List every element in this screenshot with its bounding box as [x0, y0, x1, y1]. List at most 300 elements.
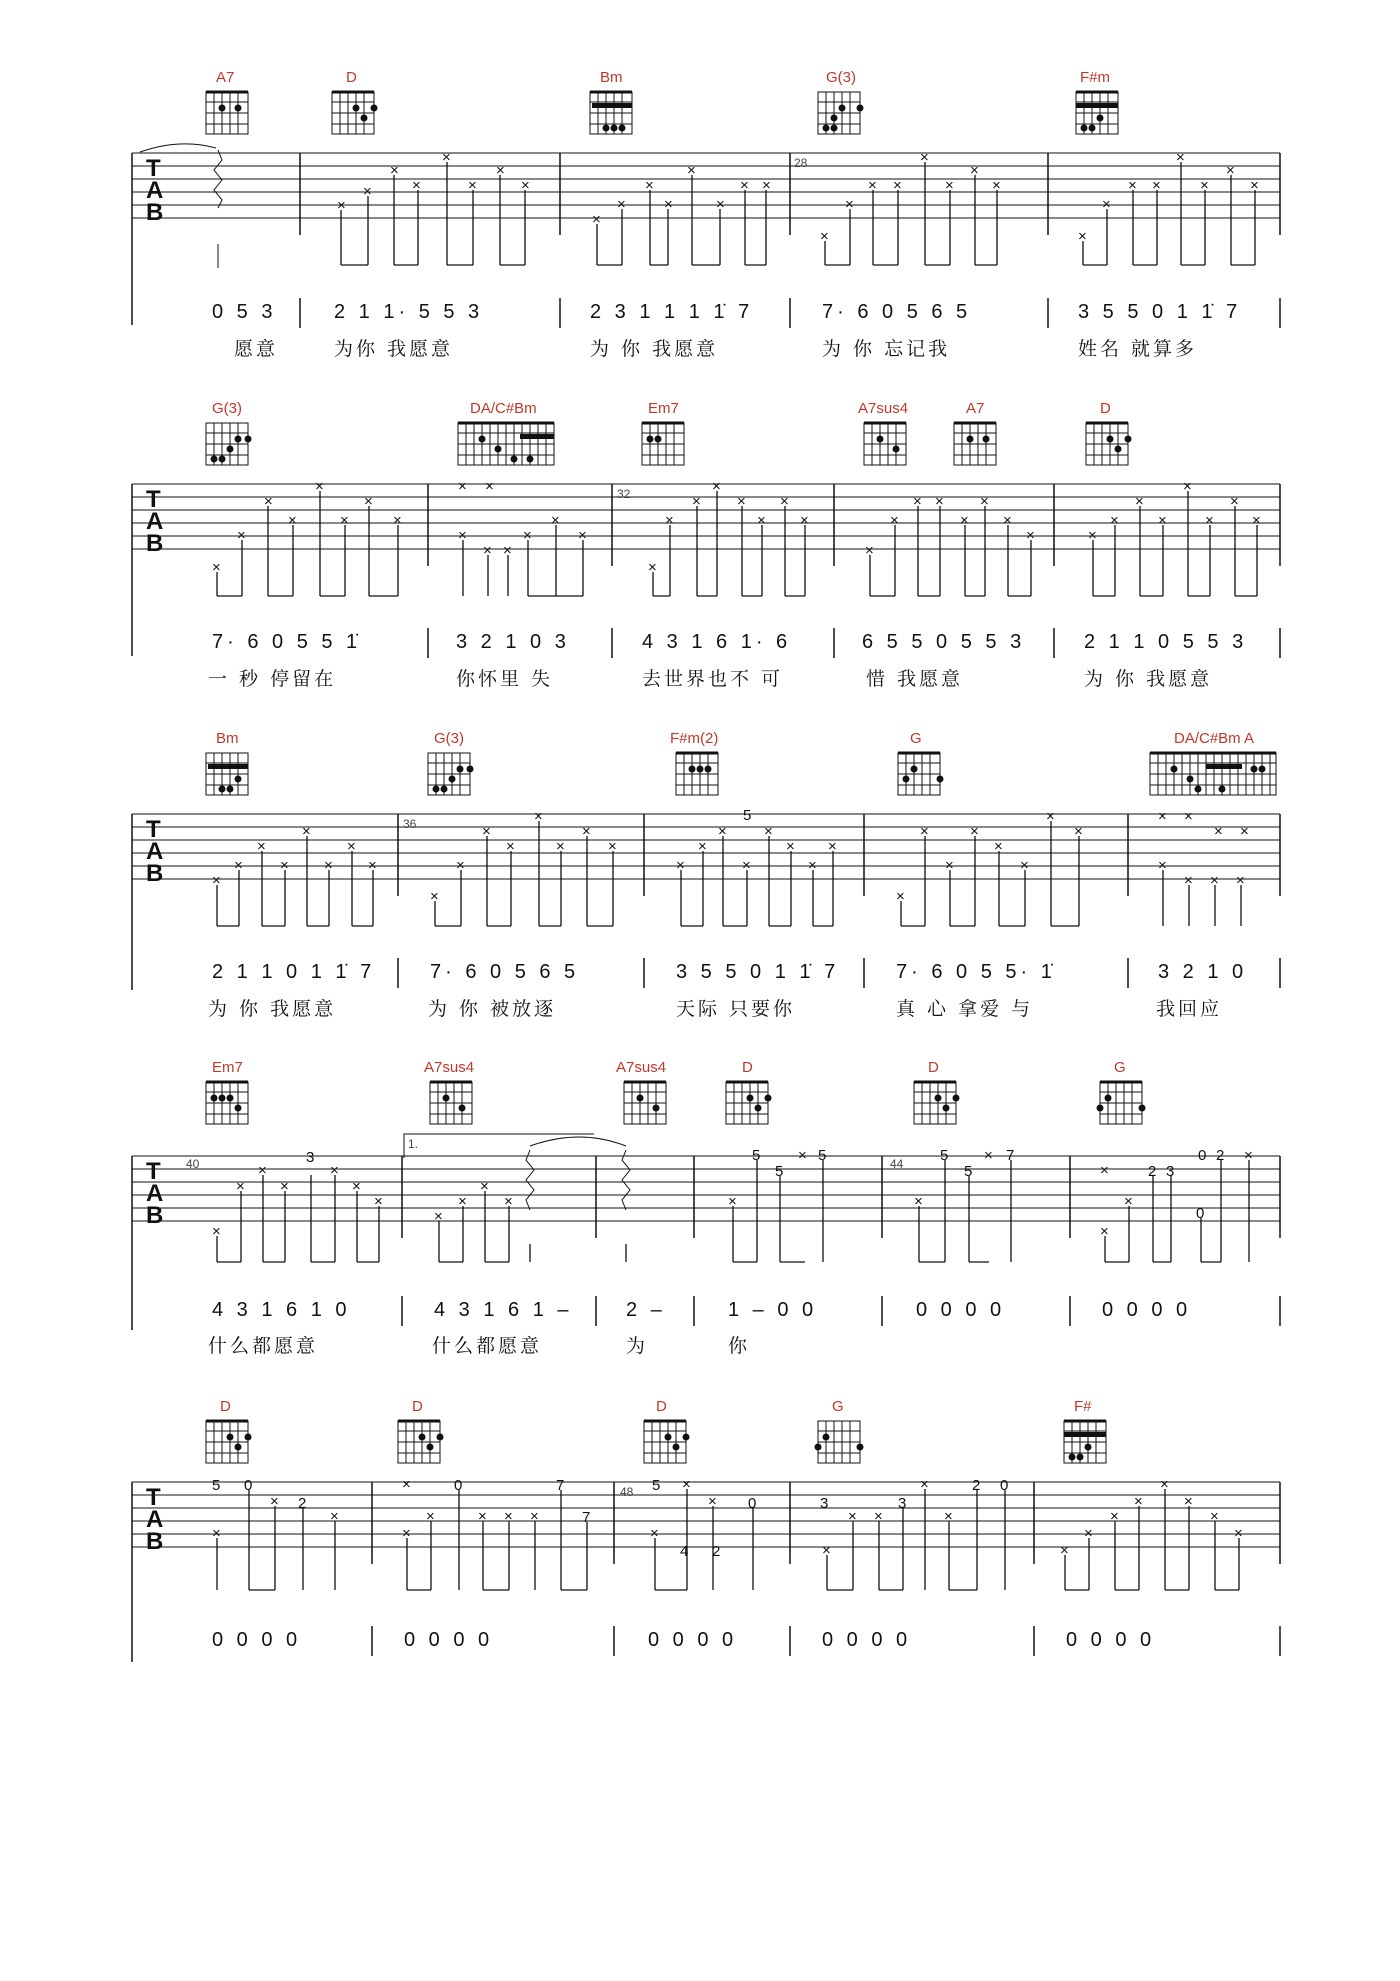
- svg-text:×: ×: [1226, 162, 1235, 179]
- tab-note-marks: [212, 808, 1249, 905]
- measure-lyrics: 真 心 拿爱 与: [896, 998, 1034, 1020]
- measure-lyrics: 为 你 我愿意: [590, 338, 719, 360]
- measure-lyrics: 什么都愿意: [432, 1335, 543, 1357]
- svg-text:×: ×: [1102, 196, 1111, 213]
- svg-text:×: ×: [808, 857, 817, 874]
- chord-diagram: [206, 1059, 248, 1124]
- notation-line: [208, 958, 1280, 1020]
- tab-letter-t: T: [146, 1484, 161, 1511]
- chord-name: D: [1100, 400, 1111, 417]
- chord-name: D: [220, 1398, 231, 1415]
- measure-notes: 4 3 1 6 1 –: [434, 1299, 573, 1321]
- measure-lyrics: 我回应: [1156, 998, 1223, 1020]
- svg-text:×: ×: [716, 196, 725, 213]
- svg-text:×: ×: [582, 823, 591, 840]
- measure-notes: 7· 6 0 5 5 1̇: [212, 631, 362, 653]
- tab-letter-b: B: [146, 1202, 164, 1229]
- chord-diagram: [726, 1059, 772, 1124]
- svg-text:×: ×: [757, 512, 766, 529]
- measure-lyrics: 姓名 就算多: [1078, 338, 1198, 360]
- svg-text:×: ×: [896, 888, 905, 905]
- svg-text:×: ×: [786, 838, 795, 855]
- svg-text:×: ×: [237, 527, 246, 544]
- measure-notes: 2 3 1 1 1 1̇ 7: [590, 301, 754, 323]
- svg-text:×: ×: [442, 149, 451, 166]
- svg-text:×: ×: [1046, 808, 1055, 825]
- svg-text:2: 2: [972, 1477, 981, 1494]
- measure-notes: 2 –: [626, 1299, 666, 1321]
- measure-notes: 7· 6 0 5 6 5: [822, 301, 972, 323]
- svg-text:×: ×: [742, 857, 751, 874]
- svg-text:×: ×: [458, 527, 467, 544]
- svg-text:×: ×: [1184, 808, 1193, 825]
- measure-lyrics: 天际 只要你: [676, 998, 796, 1020]
- notation-line: [212, 1626, 1280, 1656]
- chord-diagram: [1076, 69, 1118, 134]
- measure-lyrics: 为 你 我愿意: [1084, 668, 1213, 690]
- svg-text:×: ×: [1205, 512, 1214, 529]
- svg-text:×: ×: [212, 1525, 221, 1542]
- svg-text:×: ×: [914, 1193, 923, 1210]
- svg-text:×: ×: [1234, 1525, 1243, 1542]
- tab-letter-t: T: [146, 155, 161, 182]
- chord-diagram: [206, 69, 248, 134]
- svg-text:×: ×: [913, 493, 922, 510]
- svg-text:×: ×: [1158, 512, 1167, 529]
- chord-diagram: [1086, 400, 1132, 465]
- svg-text:×: ×: [1184, 872, 1193, 889]
- system-2: [132, 400, 1280, 690]
- svg-text:7: 7: [582, 1509, 591, 1526]
- svg-text:5: 5: [818, 1147, 827, 1164]
- svg-text:×: ×: [456, 857, 465, 874]
- svg-text:×: ×: [740, 177, 749, 194]
- chord-name: F#: [1074, 1398, 1092, 1415]
- svg-text:×: ×: [1135, 493, 1144, 510]
- svg-text:×: ×: [430, 888, 439, 905]
- svg-text:×: ×: [402, 1525, 411, 1542]
- tab-letter-t: T: [146, 1158, 161, 1185]
- svg-text:3: 3: [898, 1495, 907, 1512]
- svg-text:×: ×: [1074, 823, 1083, 840]
- chord-diagram: [1097, 1059, 1146, 1124]
- tab-letter-t: T: [146, 816, 161, 843]
- svg-text:0: 0: [1000, 1477, 1009, 1494]
- chord-diagram: [670, 730, 718, 795]
- tab-letter-a: A: [146, 838, 164, 865]
- chord-diagram: [1150, 730, 1276, 795]
- svg-text:×: ×: [676, 857, 685, 874]
- tab-letter-a: A: [146, 1506, 164, 1533]
- svg-text:×: ×: [458, 478, 467, 495]
- svg-text:×: ×: [426, 1508, 435, 1525]
- tab-letter-a: A: [146, 1180, 164, 1207]
- tab-staff: [132, 144, 1280, 325]
- chord-name: G(3): [212, 400, 242, 417]
- svg-text:4: 4: [680, 1543, 689, 1560]
- svg-text:×: ×: [315, 478, 324, 495]
- measure-lyrics: 为你 我愿意: [334, 338, 454, 360]
- svg-text:×: ×: [1252, 512, 1261, 529]
- svg-text:×: ×: [1158, 857, 1167, 874]
- tab-staff: [132, 478, 1280, 656]
- chord-diagram: [206, 1398, 252, 1463]
- chord-diagram: [914, 1059, 960, 1124]
- svg-text:2: 2: [1216, 1147, 1225, 1164]
- measure-notes: 0 0 0 0: [404, 1629, 494, 1651]
- svg-text:×: ×: [1184, 1493, 1193, 1510]
- system-4: [132, 1059, 1280, 1357]
- chord-name: G(3): [826, 69, 856, 86]
- svg-text:×: ×: [1236, 872, 1245, 889]
- chord-diagram: [428, 730, 474, 795]
- svg-text:5: 5: [964, 1163, 973, 1180]
- svg-text:×: ×: [503, 542, 512, 559]
- svg-text:×: ×: [970, 162, 979, 179]
- svg-text:×: ×: [1134, 1493, 1143, 1510]
- svg-text:×: ×: [692, 493, 701, 510]
- svg-text:×: ×: [718, 823, 727, 840]
- svg-text:×: ×: [890, 512, 899, 529]
- chord-diagram: [818, 69, 864, 134]
- measure-notes: 0 0 0 0: [822, 1629, 912, 1651]
- svg-text:×: ×: [483, 542, 492, 559]
- svg-text:×: ×: [762, 177, 771, 194]
- measure-lyrics: 什么都愿意: [208, 1335, 319, 1357]
- svg-text:×: ×: [945, 857, 954, 874]
- svg-text:×: ×: [1078, 228, 1087, 245]
- svg-text:×: ×: [412, 177, 421, 194]
- chord-diagram: [206, 730, 248, 795]
- svg-text:×: ×: [530, 1508, 539, 1525]
- measure-notes: 7· 6 0 5 6 5: [430, 961, 580, 983]
- svg-text:×: ×: [1060, 1542, 1069, 1559]
- svg-text:×: ×: [650, 1525, 659, 1542]
- svg-text:×: ×: [708, 1493, 717, 1510]
- svg-text:×: ×: [1244, 1147, 1253, 1164]
- svg-text:×: ×: [698, 838, 707, 855]
- svg-text:×: ×: [496, 162, 505, 179]
- svg-text:0: 0: [454, 1477, 463, 1494]
- measure-notes: 3 2 1 0 3: [456, 631, 570, 653]
- measure-notes: 4 3 1 6 1 0: [212, 1299, 351, 1321]
- svg-text:×: ×: [1152, 177, 1161, 194]
- chord-diagram: [954, 400, 996, 465]
- tab-letter-a: A: [146, 508, 164, 535]
- bar-number: 44: [890, 1157, 904, 1171]
- svg-text:×: ×: [970, 823, 979, 840]
- svg-text:×: ×: [482, 823, 491, 840]
- measure-notes: 2 1 1· 5 5 3: [334, 301, 484, 323]
- chord-name: G: [832, 1398, 844, 1415]
- chord-name: Bm: [600, 69, 623, 86]
- svg-text:×: ×: [737, 493, 746, 510]
- svg-text:×: ×: [798, 1147, 807, 1164]
- measure-notes: 0 0 0 0: [648, 1629, 738, 1651]
- svg-text:×: ×: [506, 838, 515, 855]
- bar-number: 32: [617, 487, 631, 501]
- svg-text:3: 3: [820, 1495, 829, 1512]
- svg-text:×: ×: [1240, 823, 1249, 840]
- svg-text:×: ×: [994, 838, 1003, 855]
- measure-lyrics: 为 你 我愿意: [208, 998, 337, 1020]
- measure-notes: 3 5 5 0 1 1̇ 7: [676, 961, 840, 983]
- svg-text:×: ×: [212, 1223, 221, 1240]
- svg-text:×: ×: [920, 149, 929, 166]
- measure-notes: 3 2 1 0: [1158, 961, 1248, 983]
- svg-text:×: ×: [212, 559, 221, 576]
- system-5: [132, 1398, 1280, 1662]
- svg-text:5: 5: [652, 1477, 661, 1494]
- svg-text:5: 5: [212, 1477, 221, 1494]
- svg-text:×: ×: [865, 542, 874, 559]
- svg-text:3: 3: [1166, 1163, 1175, 1180]
- svg-text:×: ×: [820, 228, 829, 245]
- chord-name: Em7: [212, 1059, 243, 1076]
- svg-text:×: ×: [288, 512, 297, 529]
- svg-text:×: ×: [992, 177, 1001, 194]
- svg-text:×: ×: [1100, 1223, 1109, 1240]
- svg-text:5: 5: [743, 807, 752, 824]
- chord-name: Bm: [216, 730, 239, 747]
- svg-text:×: ×: [687, 162, 696, 179]
- chord-name: F#m(2): [670, 730, 719, 747]
- svg-text:×: ×: [848, 1508, 857, 1525]
- chord-name: A7: [966, 400, 985, 417]
- measure-lyrics: 你怀里 失: [456, 668, 554, 690]
- svg-text:×: ×: [504, 1193, 513, 1210]
- svg-text:×: ×: [324, 857, 333, 874]
- svg-text:×: ×: [364, 493, 373, 510]
- chord-diagram: [590, 69, 632, 134]
- svg-text:×: ×: [592, 211, 601, 228]
- svg-text:×: ×: [485, 478, 494, 495]
- chord-name: D: [928, 1059, 939, 1076]
- svg-text:×: ×: [1084, 1525, 1093, 1542]
- svg-text:5: 5: [752, 1147, 761, 1164]
- svg-text:×: ×: [340, 512, 349, 529]
- svg-text:×: ×: [980, 493, 989, 510]
- chord-name: D: [656, 1398, 667, 1415]
- svg-text:×: ×: [556, 838, 565, 855]
- svg-text:×: ×: [1020, 857, 1029, 874]
- measure-lyrics: 一 秒 停留在: [208, 668, 337, 690]
- svg-text:×: ×: [1160, 1476, 1169, 1493]
- svg-text:×: ×: [665, 512, 674, 529]
- chord-name: DA/C#Bm: [470, 400, 537, 417]
- svg-text:×: ×: [1088, 527, 1097, 544]
- svg-text:×: ×: [828, 838, 837, 855]
- svg-text:×: ×: [578, 527, 587, 544]
- svg-text:×: ×: [984, 1147, 993, 1164]
- chord-diagram: [858, 400, 908, 465]
- svg-text:×: ×: [258, 1162, 267, 1179]
- measure-lyrics: 为 你 被放逐: [428, 998, 557, 1020]
- svg-text:0: 0: [748, 1495, 757, 1512]
- svg-text:×: ×: [1176, 149, 1185, 166]
- svg-text:×: ×: [874, 1508, 883, 1525]
- measure-lyrics: 惜 我愿意: [866, 668, 964, 690]
- svg-text:×: ×: [780, 493, 789, 510]
- chord-name: Em7: [648, 400, 679, 417]
- svg-text:×: ×: [1230, 493, 1239, 510]
- svg-text:×: ×: [935, 493, 944, 510]
- bar-number: 40: [186, 1157, 200, 1171]
- svg-text:7: 7: [1006, 1147, 1015, 1164]
- svg-text:×: ×: [764, 823, 773, 840]
- svg-text:×: ×: [1124, 1193, 1133, 1210]
- svg-text:×: ×: [330, 1508, 339, 1525]
- svg-text:×: ×: [352, 1178, 361, 1195]
- system-3: [132, 730, 1280, 1020]
- svg-text:×: ×: [280, 1178, 289, 1195]
- chord-diagram: [398, 1398, 444, 1463]
- svg-text:×: ×: [645, 177, 654, 194]
- svg-text:×: ×: [393, 512, 402, 529]
- svg-text:×: ×: [302, 823, 311, 840]
- measure-notes: 0 0 0 0: [1066, 1629, 1156, 1651]
- svg-text:2: 2: [298, 1495, 307, 1512]
- svg-text:×: ×: [1128, 177, 1137, 194]
- svg-text:×: ×: [944, 1508, 953, 1525]
- svg-text:0: 0: [244, 1477, 253, 1494]
- svg-text:×: ×: [1214, 823, 1223, 840]
- svg-text:×: ×: [504, 1508, 513, 1525]
- measure-notes: 2 1 1 0 1 1̇ 7: [212, 961, 376, 983]
- svg-text:×: ×: [337, 197, 346, 214]
- svg-text:×: ×: [212, 872, 221, 889]
- measure-notes: 4 3 1 6 1· 6: [642, 631, 792, 653]
- svg-text:×: ×: [534, 808, 543, 825]
- svg-text:×: ×: [363, 183, 372, 200]
- svg-text:×: ×: [920, 1476, 929, 1493]
- bar-number: 36: [403, 817, 417, 831]
- measure-lyrics: 为: [626, 1335, 649, 1357]
- svg-text:×: ×: [868, 177, 877, 194]
- svg-text:×: ×: [845, 196, 854, 213]
- tab-letter-b: B: [146, 1528, 164, 1555]
- measure-lyrics: 去世界也不 可: [642, 668, 784, 690]
- chord-diagram: [206, 400, 252, 465]
- chord-name: D: [742, 1059, 753, 1076]
- svg-text:×: ×: [800, 512, 809, 529]
- measure-lyrics: 愿意: [234, 338, 279, 360]
- svg-text:×: ×: [347, 838, 356, 855]
- svg-text:×: ×: [478, 1508, 487, 1525]
- measure-notes: 7· 6 0 5 5· 1̇: [896, 961, 1056, 983]
- svg-text:0: 0: [1198, 1147, 1207, 1164]
- measure-notes: 1 – 0 0: [728, 1299, 818, 1321]
- chord-name: D: [346, 69, 357, 86]
- measure-lyrics: 你: [728, 1335, 751, 1357]
- svg-text:×: ×: [521, 177, 530, 194]
- chord-diagram: [458, 400, 554, 465]
- chord-name: G: [910, 730, 922, 747]
- chord-name: A7: [216, 69, 235, 86]
- chord-diagram: [642, 400, 684, 465]
- volta-label: 1.: [408, 1137, 419, 1151]
- svg-text:×: ×: [1210, 872, 1219, 889]
- svg-text:×: ×: [617, 196, 626, 213]
- svg-text:×: ×: [1110, 512, 1119, 529]
- chord-diagram: [424, 1059, 474, 1124]
- chord-diagram: [898, 730, 944, 795]
- svg-text:×: ×: [368, 857, 377, 874]
- measure-notes: 2 1 1 0 5 5 3: [1084, 631, 1248, 653]
- measure-notes: 0 0 0 0: [212, 1629, 302, 1651]
- chord-diagram: [1064, 1398, 1106, 1463]
- svg-text:×: ×: [1100, 1162, 1109, 1179]
- chord-diagram: [616, 1059, 666, 1124]
- svg-text:×: ×: [712, 478, 721, 495]
- notation-line: [208, 628, 1280, 690]
- svg-text:×: ×: [434, 1208, 443, 1225]
- svg-text:×: ×: [960, 512, 969, 529]
- tab-letter-a: A: [146, 177, 164, 204]
- svg-text:×: ×: [280, 857, 289, 874]
- tab-letter-b: B: [146, 199, 164, 226]
- chord-name: F#m: [1080, 69, 1110, 86]
- svg-text:×: ×: [468, 177, 477, 194]
- chord-name: D: [412, 1398, 423, 1415]
- measure-notes: 0 5 3: [212, 301, 277, 323]
- chord-name: A7sus4: [424, 1059, 475, 1076]
- svg-text:×: ×: [1200, 177, 1209, 194]
- svg-text:5: 5: [940, 1147, 949, 1164]
- svg-text:×: ×: [682, 1476, 691, 1493]
- bar-number: 48: [620, 1485, 634, 1499]
- chord-name: A7sus4: [616, 1059, 667, 1076]
- svg-text:×: ×: [551, 512, 560, 529]
- chord-diagram: [815, 1398, 864, 1463]
- bar-number: 28: [794, 156, 808, 170]
- svg-text:×: ×: [664, 196, 673, 213]
- svg-text:×: ×: [1110, 1508, 1119, 1525]
- svg-text:3: 3: [306, 1149, 315, 1166]
- svg-text:×: ×: [264, 493, 273, 510]
- svg-text:×: ×: [1183, 478, 1192, 495]
- svg-text:×: ×: [1003, 512, 1012, 529]
- svg-text:×: ×: [234, 857, 243, 874]
- svg-text:5: 5: [775, 1163, 784, 1180]
- chord-name: G: [1114, 1059, 1126, 1076]
- svg-text:×: ×: [608, 838, 617, 855]
- svg-text:×: ×: [1250, 177, 1259, 194]
- measure-lyrics: 为 你 忘记我: [822, 338, 951, 360]
- svg-text:×: ×: [1026, 527, 1035, 544]
- svg-text:×: ×: [390, 162, 399, 179]
- svg-text:×: ×: [402, 1476, 411, 1493]
- measure-notes: 0 0 0 0: [916, 1299, 1006, 1321]
- svg-text:×: ×: [920, 823, 929, 840]
- chord-name: A7sus4: [858, 400, 909, 417]
- chord-name: G(3): [434, 730, 464, 747]
- tab-letter-b: B: [146, 860, 164, 887]
- measure-notes: 6 5 5 0 5 5 3: [862, 631, 1026, 653]
- measure-notes: 0 0 0 0: [1102, 1299, 1192, 1321]
- svg-text:×: ×: [374, 1193, 383, 1210]
- svg-text:7: 7: [556, 1477, 565, 1494]
- tab-letter-t: T: [146, 486, 161, 513]
- system-1: [132, 69, 1280, 360]
- svg-text:×: ×: [257, 838, 266, 855]
- svg-text:×: ×: [236, 1178, 245, 1195]
- svg-text:×: ×: [330, 1162, 339, 1179]
- svg-text:×: ×: [458, 1193, 467, 1210]
- chord-diagram: [332, 69, 378, 134]
- svg-text:×: ×: [480, 1178, 489, 1195]
- measure-notes: 3 5 5 0 1 1̇ 7: [1078, 301, 1242, 323]
